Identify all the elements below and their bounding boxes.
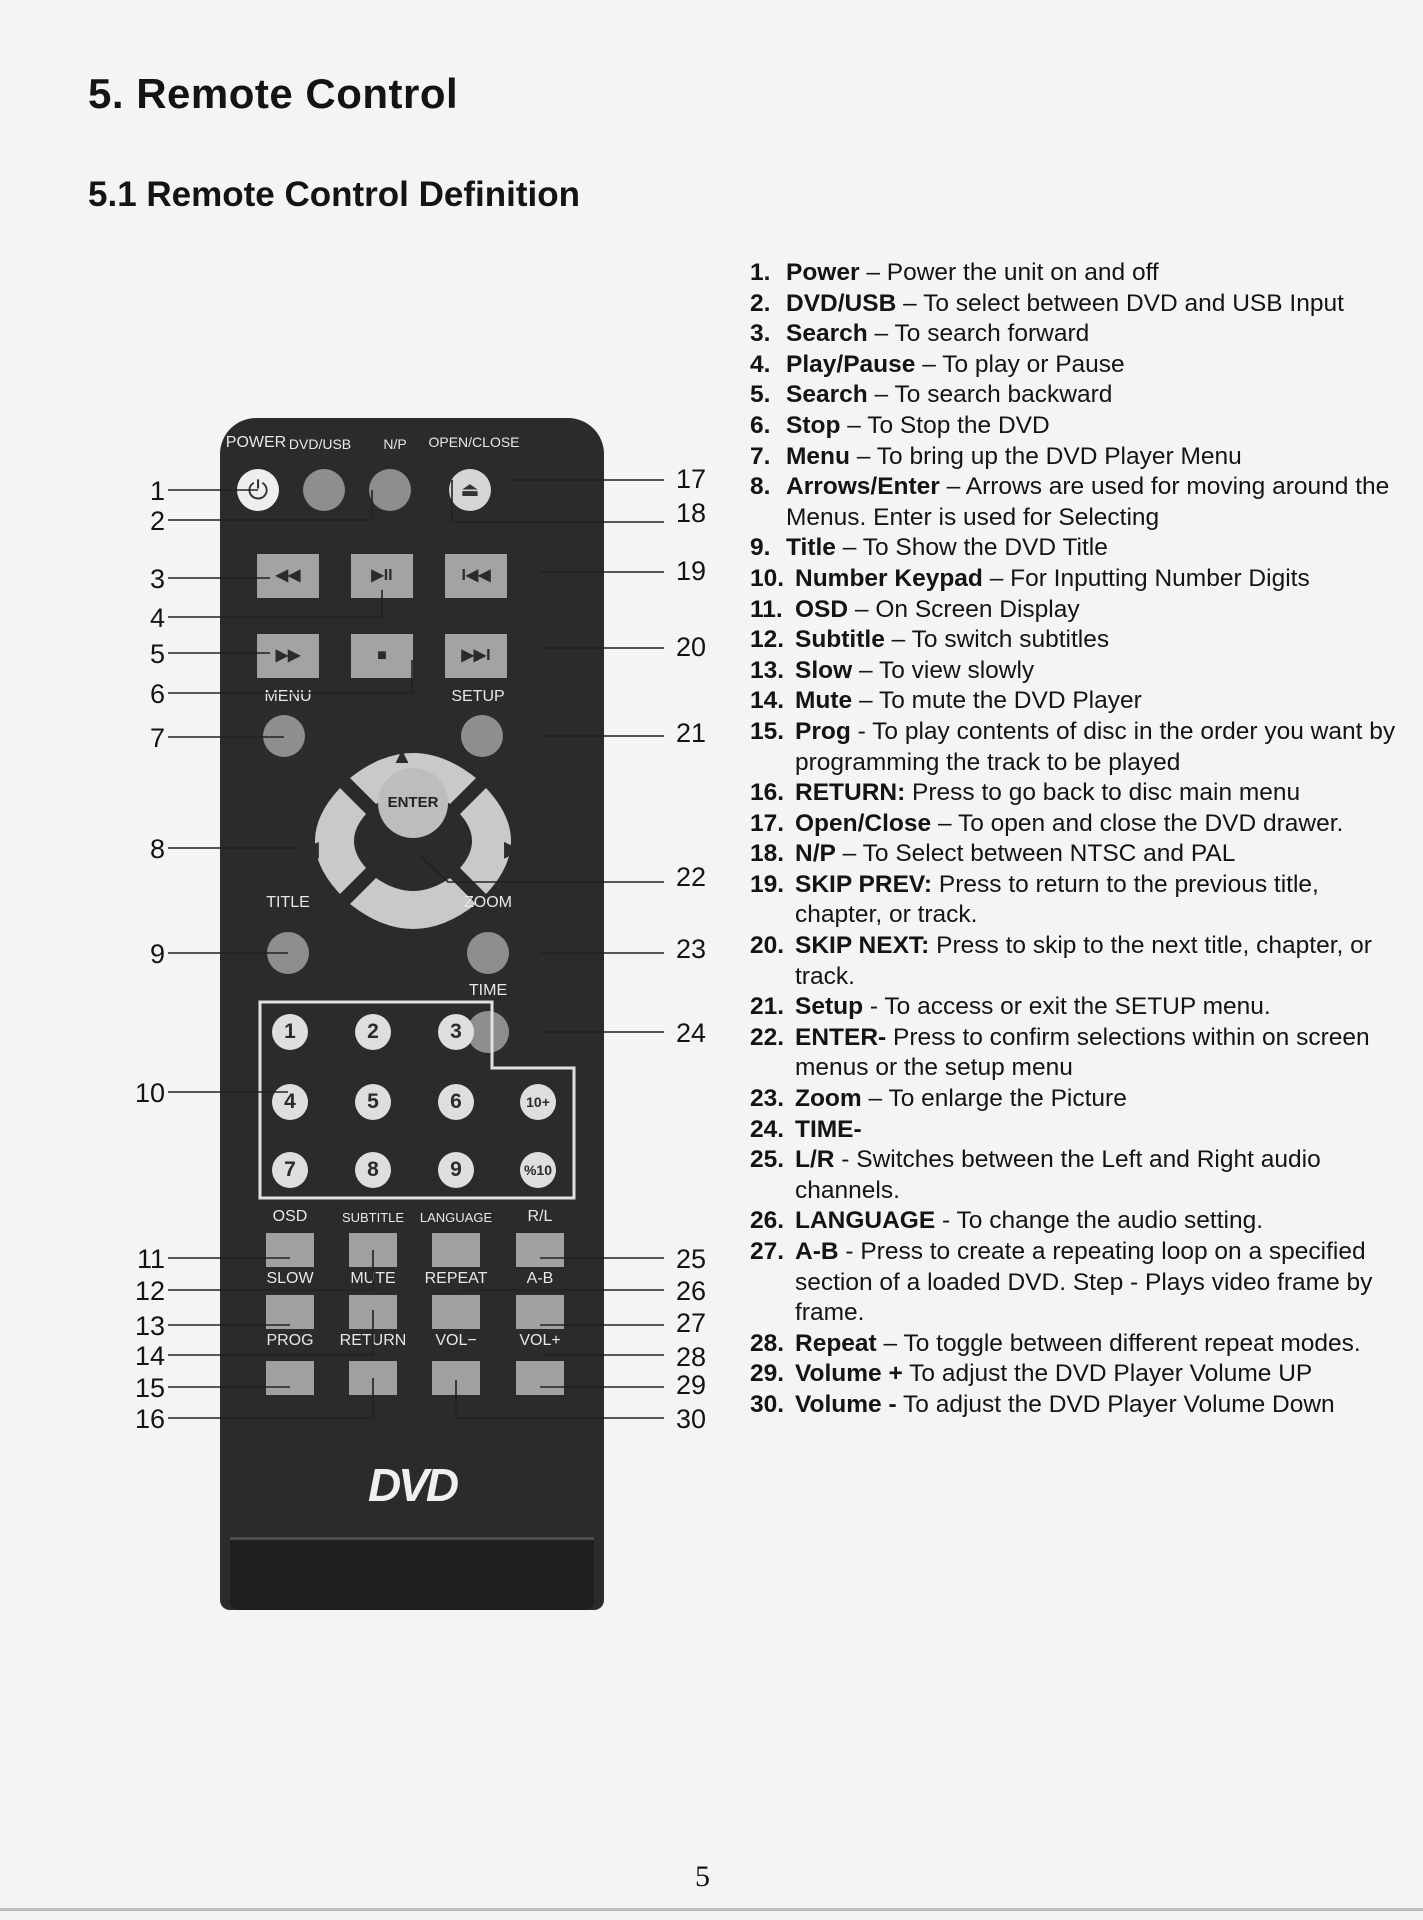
rl-label: R/L — [527, 1208, 553, 1225]
definition-item: 3. Search – To search forward — [750, 320, 1090, 348]
keypad-key-7[interactable]: 7 — [272, 1152, 308, 1188]
callout-leader-lines — [0, 0, 760, 1460]
keypad-key-10-plus[interactable]: 10+ — [520, 1084, 556, 1120]
left-arrow-icon[interactable]: ◀ — [302, 836, 319, 861]
vol-plus-label: VOL+ — [519, 1332, 561, 1349]
definition-item: 11. OSD – On Screen Display — [750, 595, 1080, 623]
keypad-key-9[interactable]: 9 — [438, 1152, 474, 1188]
callout-2: 2 — [149, 506, 165, 536]
callout-26: 26 — [676, 1276, 707, 1306]
callout-17: 17 — [676, 464, 707, 494]
vol-minus-label: VOL− — [435, 1332, 477, 1349]
definition-item: 18. N/P – To Select between NTSC and PAL — [750, 840, 1236, 868]
callout-28: 28 — [676, 1342, 707, 1372]
definition-item: 9. Title – To Show the DVD Title — [750, 534, 1108, 562]
setup-label: SETUP — [451, 688, 505, 705]
definition-item: 22. ENTER- Press to confirm selections within on screen menus or the setup menu — [750, 1023, 1370, 1082]
callout-7: 7 — [149, 723, 165, 753]
callout-13: 13 — [134, 1311, 165, 1341]
play-pause-button[interactable]: ▶II — [351, 554, 413, 598]
callout-29: 29 — [676, 1370, 707, 1400]
section-heading: 5. Remote Control — [88, 70, 459, 117]
language-label: LANGUAGE — [419, 1210, 493, 1225]
definition-item: 25. L/R - Switches between the Left and Right audio channels. — [750, 1146, 1321, 1204]
power-button[interactable]: ⏻ — [237, 469, 279, 511]
callout-15: 15 — [134, 1373, 165, 1403]
subsection-heading: 5.1 Remote Control Definition — [88, 175, 580, 214]
prog-label: PROG — [266, 1332, 314, 1349]
slow-label: SLOW — [266, 1270, 314, 1287]
definition-item: 8. Arrows/Enter – Arrows are used for moving around the Menus. Enter is used for Selecting — [750, 473, 1390, 531]
mute-label: MUTE — [350, 1270, 396, 1287]
skip-next-button[interactable]: ▶▶I — [445, 634, 507, 678]
keypad-key-5[interactable]: 5 — [355, 1084, 391, 1120]
callout-27: 27 — [676, 1308, 707, 1338]
keypad-key-8[interactable]: 8 — [355, 1152, 391, 1188]
rewind-button[interactable]: ◀◀ — [257, 554, 319, 598]
definition-list — [750, 258, 1400, 1421]
definition-item: 13. Slow – To view slowly — [750, 656, 1035, 684]
keypad-key-1[interactable]: 1 — [272, 1014, 308, 1050]
definition-item: 17. Open/Close – To open and close the DVD drawer. — [750, 809, 1344, 837]
definition-item: 30. Volume - To adjust the DVD Player Volume Down — [750, 1390, 1335, 1418]
definition-item: 10. Number Keypad – For Inputting Number Digits — [750, 564, 1310, 592]
forward-button[interactable]: ▶▶ — [257, 634, 319, 678]
definition-item: 19. SKIP PREV: Press to return to the previous title, chapter, or track. — [750, 870, 1319, 929]
callout-18: 18 — [676, 498, 707, 528]
time-label: TIME — [468, 982, 508, 999]
callout-21: 21 — [676, 718, 707, 748]
callout-9: 9 — [149, 939, 165, 969]
callout-19: 19 — [676, 556, 707, 586]
stop-button[interactable]: ■ — [351, 634, 413, 678]
definition-item: 29. Volume + To adjust the DVD Player Volume UP — [750, 1360, 1313, 1388]
definition-item: 6. Stop – To Stop the DVD — [750, 411, 1050, 439]
definition-item: 27. A-B - Press to create a repeating loop on a specified section of a loaded DVD. Step - Plays video frame by frame. — [750, 1238, 1373, 1327]
subtitle-label: SUBTITLE — [341, 1210, 405, 1225]
down-arrow-icon[interactable]: ▼ — [391, 938, 413, 963]
power-label: POWER — [225, 434, 287, 451]
title-label: TITLE — [266, 894, 310, 911]
definition-item: 2. DVD/USB – To select between DVD and USB Input — [750, 289, 1344, 317]
callout-3: 3 — [149, 564, 165, 594]
up-arrow-icon[interactable]: ▲ — [391, 743, 413, 768]
open-close-label: OPEN/CLOSE — [428, 434, 520, 450]
definition-item: 23. Zoom – To enlarge the Picture — [750, 1085, 1127, 1113]
definition-item: 7. Menu – To bring up the DVD Player Menu — [750, 442, 1242, 470]
definition-item: 24. TIME- — [750, 1115, 862, 1143]
bottom-rule — [0, 1908, 1423, 1911]
menu-label: MENU — [264, 688, 312, 705]
np-label: N/P — [383, 436, 407, 452]
definition-item: 5. Search – To search backward — [750, 381, 1113, 409]
callout-20: 20 — [676, 632, 707, 662]
osd-label: OSD — [272, 1208, 308, 1225]
definition-item: 16. RETURN: Press to go back to disc main menu — [750, 779, 1301, 807]
keypad-key-percent-10[interactable]: %10 — [520, 1152, 556, 1188]
callout-12: 12 — [134, 1276, 165, 1306]
definition-item: 15. Prog - To play contents of disc in the order you want by programming the track to be played — [750, 717, 1396, 776]
remote-base — [230, 1537, 594, 1610]
definition-item: 20. SKIP NEXT: Press to skip to the next title, chapter, or track. — [750, 932, 1372, 990]
definition-item: 28. Repeat – To toggle between different repeat modes. — [750, 1329, 1361, 1357]
return-label: RETURN — [339, 1332, 407, 1349]
callout-14: 14 — [134, 1341, 165, 1371]
callout-16: 16 — [134, 1404, 165, 1434]
open-close-button[interactable]: ⏏ — [449, 469, 491, 511]
dvd-usb-label: DVD/USB — [288, 436, 352, 452]
callout-11: 11 — [136, 1244, 165, 1274]
callout-8: 8 — [149, 834, 165, 864]
definition-item: 26. LANGUAGE - To change the audio setting. — [750, 1207, 1264, 1235]
repeat-label: REPEAT — [424, 1270, 488, 1287]
definition-item: 14. Mute – To mute the DVD Player — [750, 687, 1142, 715]
callout-22: 22 — [676, 862, 707, 892]
ab-label: A-B — [526, 1270, 554, 1287]
callout-5: 5 — [149, 639, 165, 669]
callout-30: 30 — [676, 1404, 707, 1434]
callout-1: 1 — [149, 476, 165, 506]
keypad-key-2[interactable]: 2 — [355, 1014, 391, 1050]
page-number: 5 — [695, 1860, 710, 1893]
dvd-logo: DVD — [367, 1459, 457, 1511]
callout-4: 4 — [149, 603, 165, 633]
keypad-key-4[interactable]: 4 — [272, 1084, 308, 1120]
definition-item: 12. Subtitle – To switch subtitles — [750, 626, 1110, 654]
callout-6: 6 — [149, 679, 165, 709]
callout-24: 24 — [676, 1018, 707, 1048]
callout-23: 23 — [676, 934, 707, 964]
keypad-key-3[interactable]: 3 — [438, 1014, 474, 1050]
callout-10: 10 — [134, 1078, 165, 1108]
definition-item: 21. Setup - To access or exit the SETUP menu. — [750, 993, 1271, 1021]
definition-item: 1. Power – Power the unit on and off — [750, 259, 1159, 286]
right-arrow-icon[interactable]: ▶ — [504, 836, 521, 861]
zoom-label: ZOOM — [464, 894, 512, 911]
callout-25: 25 — [676, 1244, 707, 1274]
keypad-key-6[interactable]: 6 — [438, 1084, 474, 1120]
definition-item: 4. Play/Pause – To play or Pause — [750, 350, 1125, 378]
enter-button[interactable]: ENTER — [378, 768, 448, 838]
skip-prev-button[interactable]: I◀◀ — [445, 554, 507, 598]
